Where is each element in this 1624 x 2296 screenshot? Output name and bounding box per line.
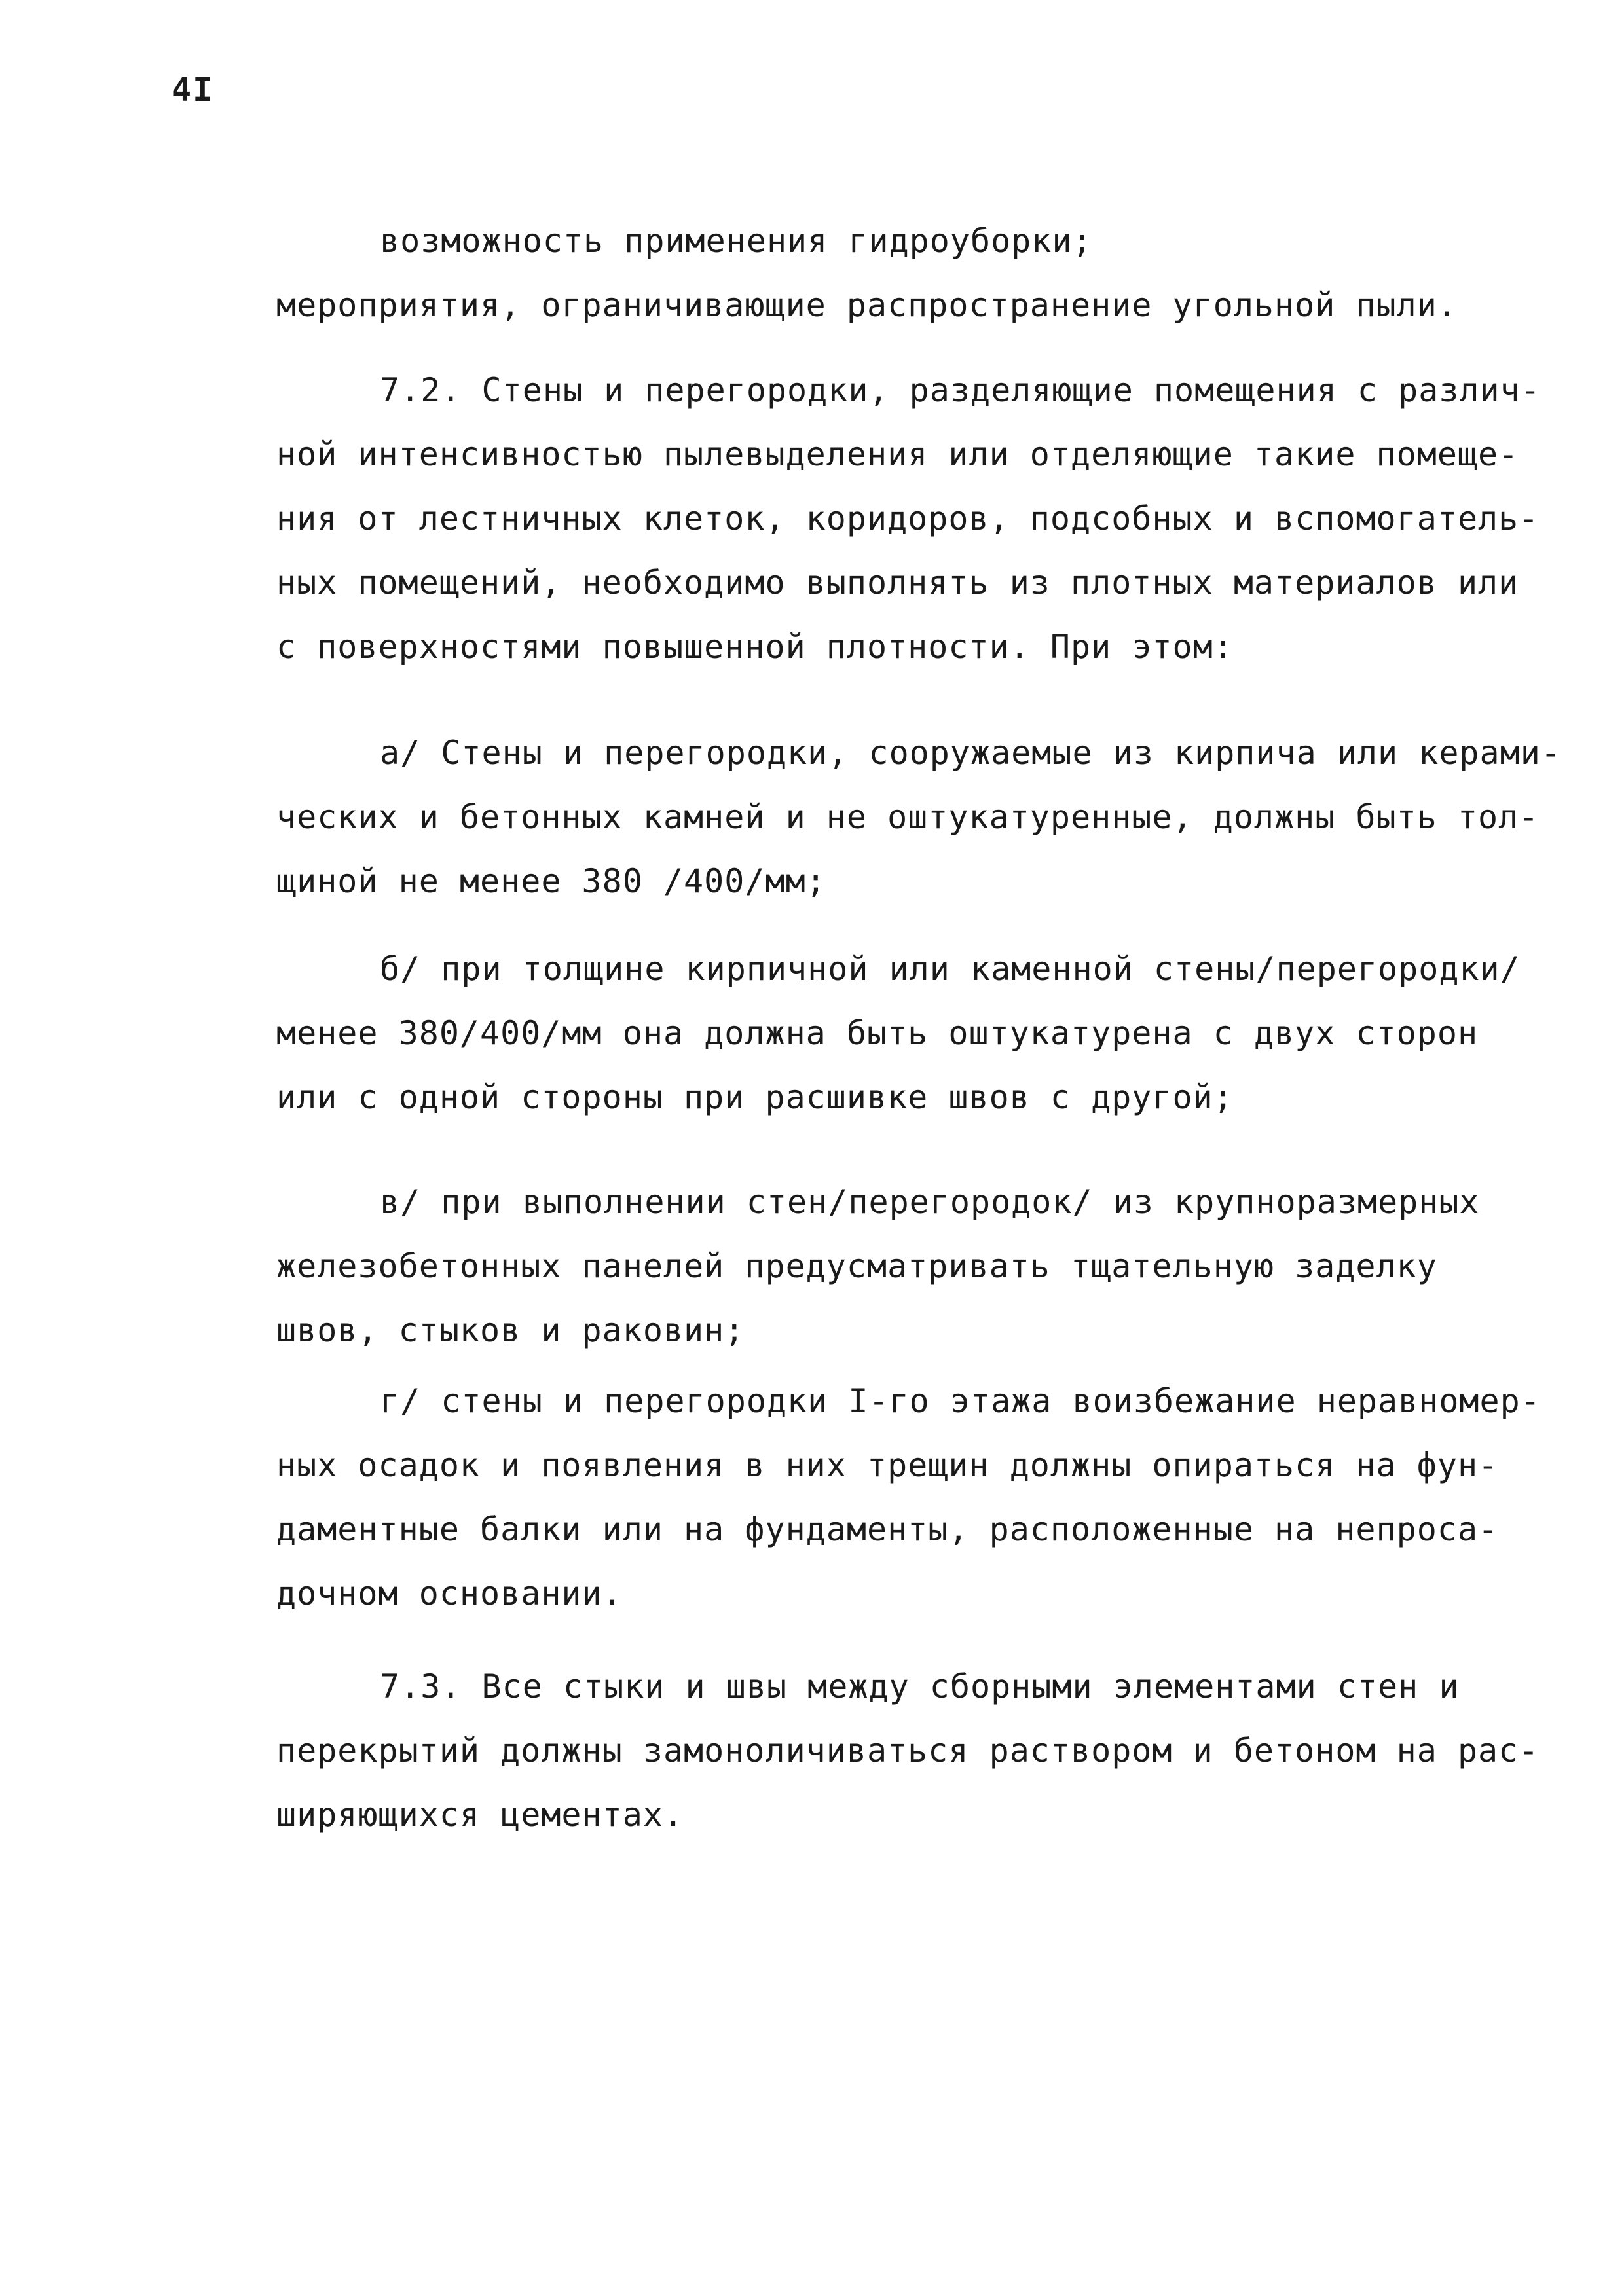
text-line: даментные балки или на фундаменты, расположенные на непроса-: [276, 1510, 1499, 1548]
text-line: швов, стыков и раковин;: [276, 1311, 745, 1349]
text-line: щиной не менее 380 /400/мм;: [276, 862, 826, 900]
text-line: ния от лестничных клеток, коридоров, подсобных и вспомогатель-: [276, 500, 1540, 538]
text-line: 7.3. Все стыки и швы между сборными элементами стен и: [380, 1667, 1460, 1705]
text-line: мероприятия, ограничивающие распространение угольной пыли.: [276, 286, 1458, 324]
text-line: возможность применения гидроуборки;: [380, 222, 1093, 260]
text-line: а/ Стены и перегородки, сооружаемые из кирпича или керами-: [380, 734, 1561, 772]
text-line: ширяющихся цементах.: [276, 1796, 684, 1834]
text-line: ных осадок и появления в них трещин должны опираться на фун-: [276, 1446, 1499, 1484]
text-line: ческих и бетонных камней и не оштукатуренные, должны быть тол-: [276, 798, 1540, 836]
text-line: дочном основании.: [276, 1575, 623, 1613]
text-line: ной интенсивностью пылевыделения или отделяющие такие помеще-: [276, 435, 1519, 473]
text-line: менее 380/400/мм она должна быть оштукатурена с двух сторон: [276, 1014, 1479, 1052]
page-number: 4I: [172, 71, 214, 109]
text-line: г/ стены и перегородки I-го этажа воизбежание неравномер-: [380, 1382, 1541, 1420]
text-line: б/ при толщине кирпичной или каменной стены/перегородки/: [380, 950, 1521, 988]
text-line: или с одной стороны при расшивке швов с другой;: [276, 1078, 1234, 1116]
text-line: 7.2. Стены и перегородки, разделяющие помещения с различ-: [380, 371, 1541, 409]
text-line: с поверхностями повышенной плотности. При этом:: [276, 628, 1234, 666]
text-line: ных помещений, необходимо выполнять из плотных материалов или: [276, 564, 1519, 602]
text-line: перекрытий должны замоноличиваться раствором и бетоном на рас-: [276, 1732, 1540, 1770]
text-line: железобетонных панелей предусматривать тщательную заделку: [276, 1247, 1437, 1285]
text-line: в/ при выполнении стен/перегородок/ из крупноразмерных: [380, 1183, 1480, 1221]
